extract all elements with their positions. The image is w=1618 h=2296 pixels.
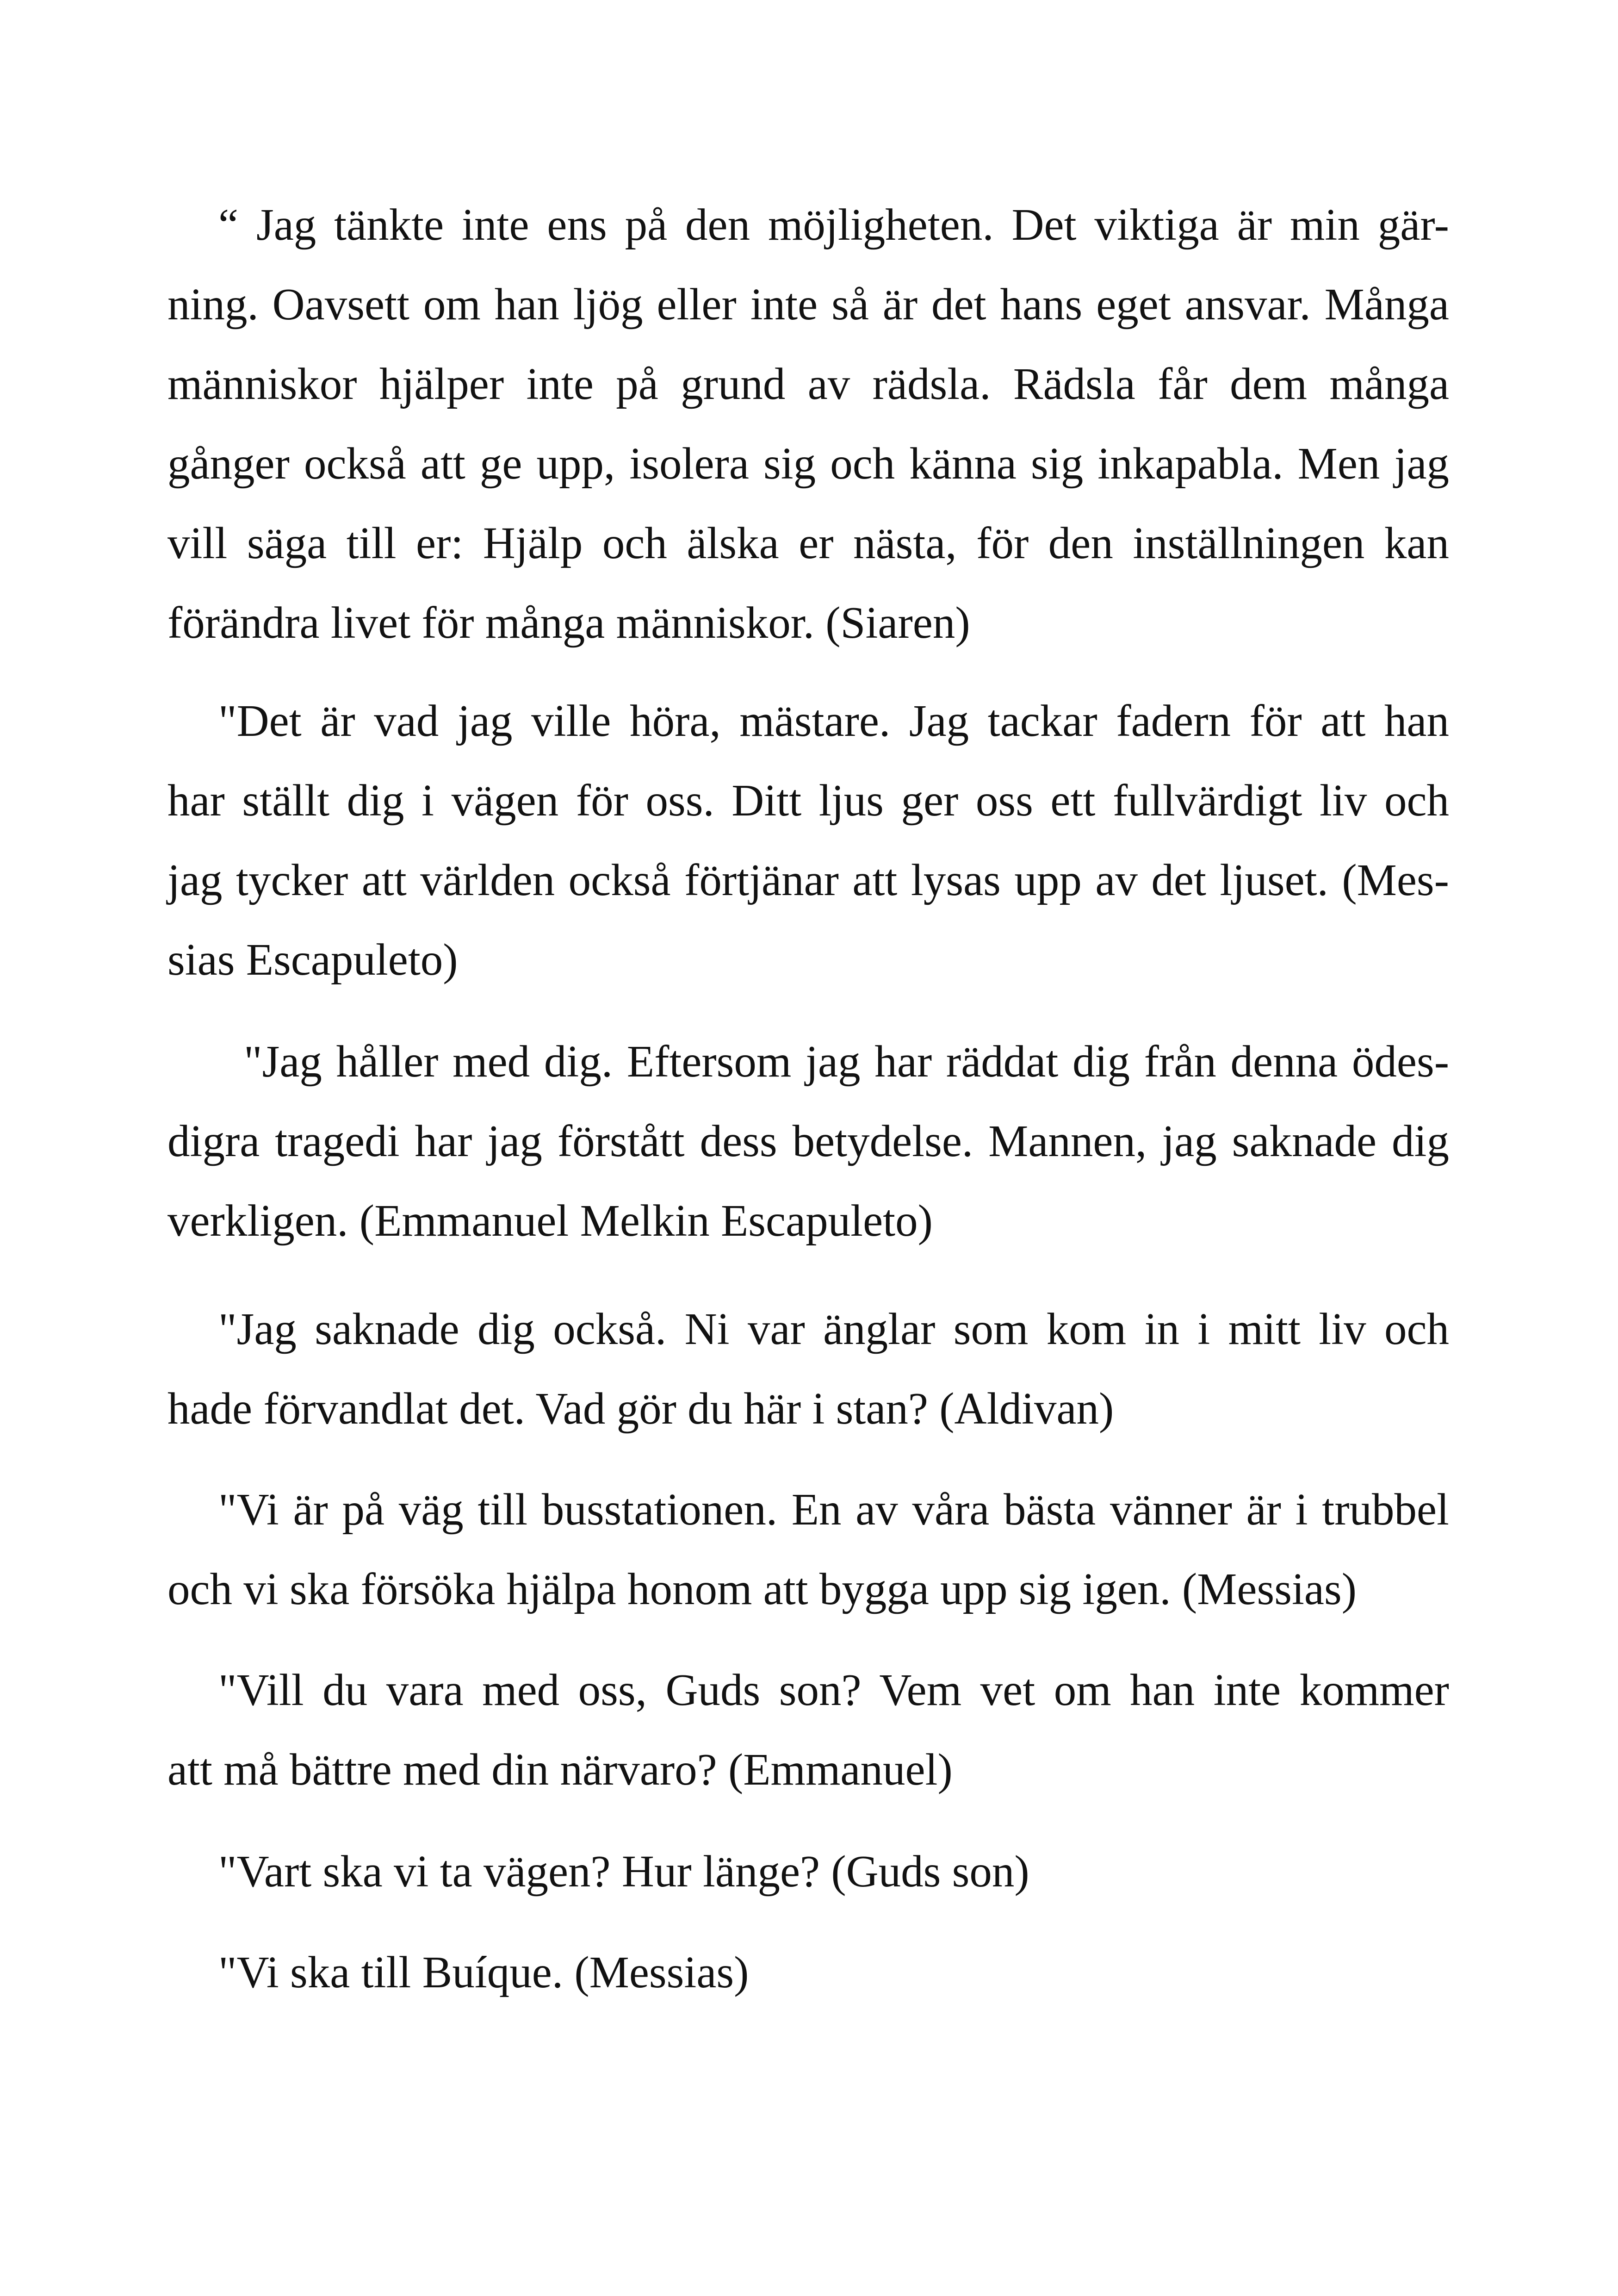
text-line: ning. Oavsett om han ljög eller inte så är det hans eget ansvar. Många xyxy=(167,280,1449,329)
text-line: och vi ska försöka hjälpa honom att bygga upp sig igen. (Messias) xyxy=(167,1564,1357,1614)
paragraph xyxy=(167,1832,1449,1911)
text-line: hade förvandlat det. Vad gör du här i stan? (Aldivan) xyxy=(167,1384,1114,1433)
paragraph xyxy=(167,1022,1449,1261)
text-line: att må bättre med din närvaro? (Emmanuel) xyxy=(167,1745,953,1794)
text-line: "Det är vad jag ville höra, mästare. Jag tackar fadern för att han xyxy=(218,696,1449,746)
text-line: "Vart ska vi ta vägen? Hur länge? (Guds son) xyxy=(218,1847,1029,1896)
text-line: jag tycker att världen också förtjänar att lysas upp av det ljuset. (Mes- xyxy=(167,855,1449,905)
text-line: "Jag håller med dig. Eftersom jag har räddat dig från denna ödes- xyxy=(244,1037,1449,1086)
text-line: "Vill du vara med oss, Guds son? Vem vet om han inte kommer xyxy=(218,1665,1449,1715)
paragraph xyxy=(167,1289,1449,1449)
paragraph xyxy=(167,681,1449,1000)
text-line: vill säga till er: Hjälp och älska er nästa, för den inställningen kan xyxy=(167,518,1449,568)
text-line: "Jag saknade dig också. Ni var änglar som kom in i mitt liv och xyxy=(218,1304,1449,1354)
text-line: digra tragedi har jag förstått dess betydelse. Mannen, jag saknade dig xyxy=(167,1116,1449,1166)
text-line: “ Jag tänkte inte ens på den möjligheten. Det viktiga är min gär- xyxy=(218,200,1449,249)
text-line: har ställt dig i vägen för oss. Ditt ljus ger oss ett fullvärdigt liv och xyxy=(167,776,1449,825)
paragraph xyxy=(167,1650,1449,1810)
paragraph xyxy=(167,1933,1449,2012)
text-line: "Vi ska till Buíque. (Messias) xyxy=(218,1948,749,1997)
text-line: människor hjälper inte på grund av rädsla. Rädsla får dem många xyxy=(167,359,1449,409)
text-line: gånger också att ge upp, isolera sig och känna sig inkapabla. Men jag xyxy=(167,439,1449,488)
text-line: sias Escapuleto) xyxy=(167,935,458,984)
text-line: förändra livet för många människor. (Siaren) xyxy=(167,598,970,647)
text-line: verkligen. (Emmanuel Melkin Escapuleto) xyxy=(167,1196,933,1245)
text-line: "Vi är på väg till busstationen. En av våra bästa vänner är i trubbel xyxy=(218,1485,1449,1534)
paragraph xyxy=(167,1470,1449,1629)
paragraph xyxy=(167,185,1449,663)
